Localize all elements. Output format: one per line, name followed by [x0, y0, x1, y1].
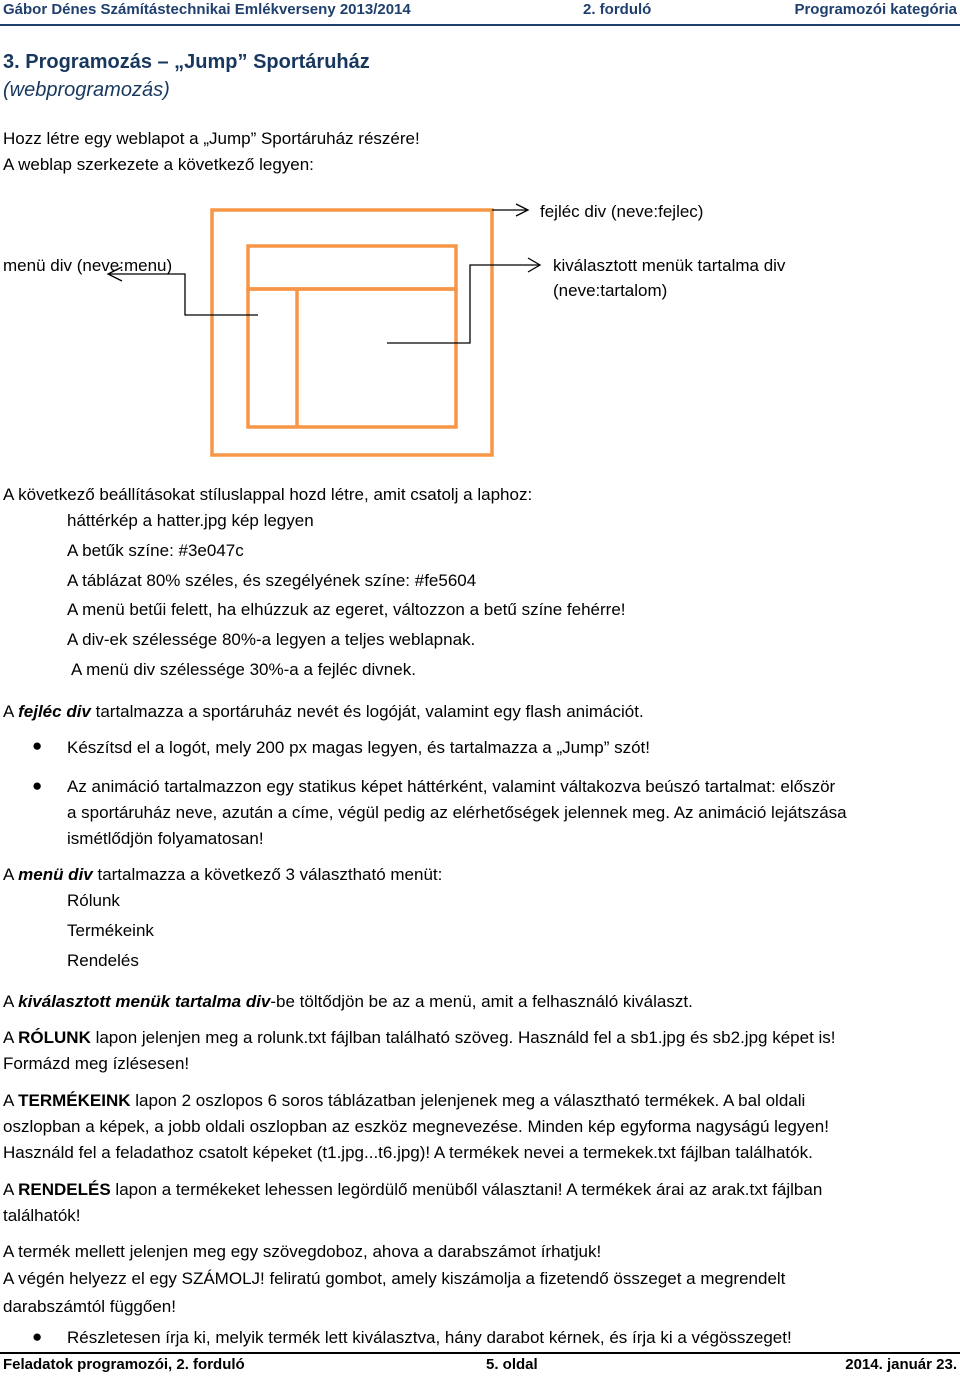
fejlec-bullet-1: Készítsd el a logót, mely 200 px magas legyen, és tartalmazza a „Jump” szót!	[67, 738, 650, 757]
menu-item-rendeles: Rendelés	[67, 951, 139, 970]
rendeles-line-3: A termék mellett jelenjen meg egy szövegdoboz, ahova a darabszámot írhatjuk!	[3, 1242, 602, 1261]
header-box	[248, 246, 456, 289]
menu-paragraph: A menü div tartalmazza a következő 3 választható menüt:	[3, 865, 443, 884]
termekeink-line-1: A TERMÉKEINK lapon 2 oszlopos 6 soros táblázatban jelenjenek meg a választható termékek. A bal oldali	[3, 1091, 806, 1110]
body-box	[248, 289, 456, 427]
rendeles-line-2: találhatók!	[3, 1206, 81, 1225]
styles-intro: A következő beállításokat stíluslappal hozd létre, amit csatolj a laphoz:	[3, 485, 533, 504]
footer-rule	[0, 1352, 960, 1354]
menu-emphasis: menü div	[18, 865, 93, 884]
rolunk-line-2: Formázd meg ízlésesen!	[3, 1054, 190, 1073]
label-content-div-1: kiválasztott menük tartalma div	[553, 256, 786, 275]
rendeles-bullet: Részletesen írja ki, melyik termék lett kiválasztva, hány darabot kérnek, és írja ki a végösszeget!	[67, 1328, 792, 1347]
task-title	[3, 48, 370, 104]
rolunk-line-1: A RÓLUNK lapon jelenjen meg a rolunk.txt fájlban található szöveg. Használd fel a sb1.jpg és sb2.jpg képet is!	[3, 1028, 836, 1047]
bullet-icon: ●	[32, 1327, 43, 1346]
termekeink-line-3: Használd fel a feladathoz csatolt képeket (t1.jpg...t6.jpg)! A termékek nevei a termekek.txt fájlban találhatók.	[3, 1143, 813, 1162]
label-content-div-2: (neve:tartalom)	[553, 281, 668, 300]
footer-left: Feladatok programozói, 2. forduló	[3, 1356, 245, 1373]
fejlec-paragraph: A fejléc div tartalmazza a sportáruház nevét és logóját, valamint egy flash animációt.	[3, 702, 644, 721]
page-footer	[0, 1352, 960, 1379]
label-header-div: fejléc div (neve:fejlec)	[540, 202, 704, 221]
menu-item-rolunk: Rólunk	[67, 891, 120, 910]
intro-line-1: Hozz létre egy weblapot a „Jump” Sportáruház részére!	[3, 129, 420, 148]
rolunk-keyword: RÓLUNK	[18, 1028, 91, 1047]
tartalom-paragraph: A kiválasztott menük tartalma div-be töltődjön be az a menü, amit a felhasználó kiválaszt.	[3, 992, 693, 1011]
footer-center: 5. oldal	[486, 1356, 538, 1373]
style-item: A táblázat 80% széles, és szegélyének színe: #fe5604	[67, 571, 477, 590]
label-menu-div: menü div (neve:menu)	[3, 256, 173, 275]
task-title-main: 3. Programozás – „Jump” Sportáruház	[3, 51, 370, 73]
fejlec-bullet-2-line-2: a sportáruház neve, azután a címe, végül pedig az elérhetőségek jelennek meg. Az animáció lejátszása	[67, 803, 847, 822]
intro-line-2: A weblap szerkezete a következő legyen:	[3, 155, 314, 174]
rendeles-line-1: A RENDELÉS lapon a termékeket lehessen legördülő menüből választani! A termékek árai az arak.txt fájlban	[3, 1180, 823, 1199]
style-item: A menü div szélessége 30%-a a fejléc divnek.	[71, 660, 416, 679]
fejlec-bullet-2-line-3: ismétlődjön folyamatosan!	[67, 829, 264, 848]
header-right: Programozói kategória	[794, 1, 957, 18]
fejlec-emphasis: fejléc div	[18, 702, 91, 721]
task-title-sub: (webprogramozás)	[3, 79, 170, 101]
page-header	[0, 0, 960, 24]
style-item: A betűk színe: #3e047c	[67, 541, 244, 560]
style-item: A menü betűi felett, ha elhúzzuk az egeret, változzon a betű színe fehérre!	[67, 600, 626, 619]
fejlec-bullet-2-line-1: Az animáció tartalmazzon egy statikus képet háttérként, valamint váltakozva beúszó tartalmat: először	[67, 777, 836, 796]
header-center: 2. forduló	[583, 1, 652, 18]
menu-pointer-line	[108, 274, 258, 315]
rendeles-keyword: RENDELÉS	[18, 1180, 111, 1199]
style-item: háttérkép a hatter.jpg kép legyen	[67, 511, 314, 530]
rendeles-line-5: darabszámtól függően!	[3, 1297, 176, 1316]
termekeink-line-2: oszlopban a képek, a jobb oldali oszlopban az eszköz megnevezése. Minden kép egyforma nagyságú legyen!	[3, 1117, 829, 1136]
header-left: Gábor Dénes Számítástechnikai Emlékverseny 2013/2014	[3, 1, 411, 18]
layout-diagram	[0, 195, 960, 470]
content-pointer-line	[387, 265, 540, 343]
tartalom-emphasis: kiválasztott menük tartalma div	[18, 992, 271, 1011]
termekeink-keyword: TERMÉKEINK	[18, 1091, 131, 1110]
style-item: A div-ek szélessége 80%-a legyen a teljes weblapnak.	[67, 630, 476, 649]
menu-item-termekeink: Termékeink	[67, 921, 154, 940]
bullet-icon: ●	[32, 736, 43, 755]
rendeles-line-4: A végén helyezz el egy SZÁMOLJ! feliratú gombot, amely kiszámolja a fizetendő összeget a megrendelt	[3, 1269, 786, 1288]
footer-right: 2014. január 23.	[845, 1356, 957, 1373]
bullet-icon: ●	[32, 776, 43, 795]
header-rule	[0, 24, 960, 26]
